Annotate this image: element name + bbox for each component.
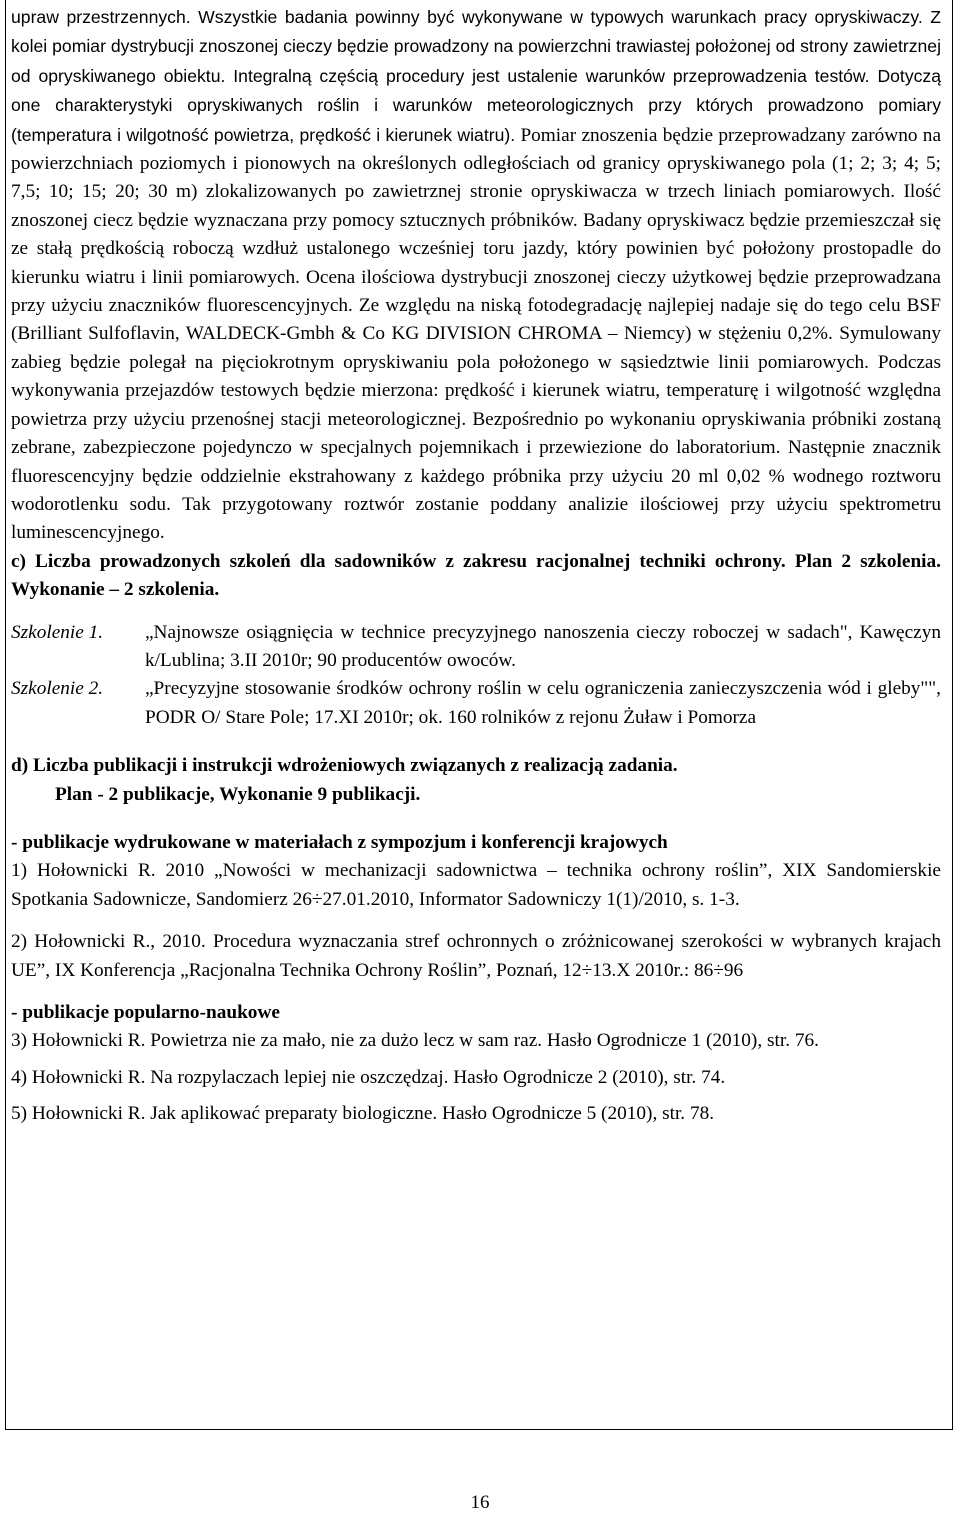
section-c-heading: c) Liczba prowadzonych szkoleń dla sadowników z zakresu racjonalnej techniki ochrony. Plan 2 szkolenia. Wykonanie – 2 szkolenia. xyxy=(11,550,941,601)
training-label: Szkolenie 2. xyxy=(11,678,104,700)
document-body xyxy=(11,3,941,1129)
section-d-heading: d) Liczba publikacji i instrukcji wdrożeniowych związanych z realizacją zadania. xyxy=(11,755,678,777)
training-item xyxy=(11,619,941,676)
training-text: „Najnowsze osiągnięcia w technice precyzyjnego nanoszenia cieczy roboczej w sadach", Kawęczyn k/Lublina; 3.II 2010r; 90 producentów owoców. xyxy=(145,621,941,671)
paragraph-sans-part: upraw przestrzennych. Wszystkie badania powinny być wykonywane w typowych warunkach pracy opryskiwaczy. Z kolei pomiar dystrybucji znoszonej cieczy będzie prowadzony na powierzchni trawiastej położonej od strony zawietrznej od opryskiwanego obiektu. Integralną częścią procedury jest ustalenie warunków przeprowadzenia testów. Dotyczą one charakterystyki opryskiwanych roślin i warunków meteorologicznych przy których prowadzono pomiary (temperatura i wilgotność powietrza, prędkość i kierunek wiatru). xyxy=(11,7,941,145)
publication-item: 1) Hołownicki R. 2010 „Nowości w mechanizacji sadownictwa – technika ochrony roślin”, XIX Sandomierskie Spotkania Sadownicze, Sandomierz 26÷27.01.2010, Informator Sadowniczy 1(1)/2010, s. 1-3. xyxy=(11,860,941,910)
publication-item: 5) Hołownicki R. Jak aplikować preparaty biologiczne. Hasło Ogrodnicze 5 (2010), str. 78. xyxy=(11,1103,715,1125)
training-text: „Precyzyjne stosowanie środków ochrony roślin w celu ograniczenia zanieczyszczenia wód i gleby"", PODR O/ Stare Pole; 17.XI 2010r; ok. 160 rolników z rejonu Żuław i Pomorza xyxy=(145,678,941,728)
page-number: 16 xyxy=(470,1492,490,1513)
body-paragraph xyxy=(11,3,941,548)
publication-item: 4) Hołownicki R. Na rozpylaczach lepiej nie oszczędzaj. Hasło Ogrodnicze 2 (2010), str. 74. xyxy=(11,1066,726,1088)
section-d-plan: Plan - 2 publikacje, Wykonanie 9 publikacji. xyxy=(55,783,421,805)
paragraph-serif-part: Pomiar znoszenia będzie przeprowadzany zarówno na powierzchniach poziomych i pionowych na określonych odległościach od granicy opryskiwanego pola (1; 2; 3; 4; 5; 7,5; 10; 15; 20; 30 m) zlokalizowanych po zawietrznej stronie opryskiwacza w trzech liniach pomiarowych. Ilość znoszonej ciecz będzie wyznaczana przy pomocy sztucznych próbników. Badany opryskiwacz będzie przemieszczał się ze stałą prędkością roboczą wzdłuż ustalonego wcześniej toru jazdy, który powinien być położony prostopadle do kierunku wiatru i linii pomiarowych. Ocena ilościowa dystrybucji znoszonej cieczy użytkowej będzie przeprowadzana przy użyciu znaczników fluorescencyjnych. Ze względu na niską fotodegradację najlepiej nadaje się do tego celu BSF (Brilliant Sulfoflavin, WALDECK-Gmbh & Co KG DIVISION CHROMA – Niemcy) w stężeniu 0,2%. Symulowany zabieg będzie polegał na pięciokrotnym opryskiwaniu pola położonego w sąsiedztwie linii pomiarowych. Podczas wykonywania przejazdów testowych będzie mierzona: prędkość i kierunek wiatru, temperaturę i wilgotność względna powietrza przy użyciu przenośnej stacji meteorologicznej. Bezpośrednio po wykonaniu opryskiwania próbniki zostaną zebrane, zabezpieczone pojedynczo w specjalnych pojemnikach i przewiezione do laboratorium. Następnie znacznik fluorescencyjny będzie oddzielnie ekstrahowany z każdego próbnika przy użyciu 20 ml 0,02 % wodnego roztworu wodorotlenku sodu. Tak przygotowany roztwór zostanie poddany analizie ilościowej przy użyciu spektrometru luminescencyjnego. xyxy=(11,124,942,544)
training-label: Szkolenie 1. xyxy=(11,621,104,643)
publication-item: 3) Hołownicki R. Powietrza nie za mało, nie za dużo lecz w sam raz. Hasło Ogrodnicze 1 (2010), str. 76. xyxy=(11,1030,819,1052)
publication-item: 2) Hołownicki R., 2010. Procedura wyznaczania stref ochronnych o zróżnicowanej szerokości w wybranych krajach UE”, IX Konferencja „Racjonalna Technika Ochrony Roślin”, Poznań, 12÷13.X 2010r.: 86÷96 xyxy=(11,931,941,981)
training-item xyxy=(11,675,941,732)
publications-group-heading: - publikacje wydrukowane w materiałach z sympozjum i konferencji krajowych xyxy=(11,831,668,853)
publications-group-heading: - publikacje popularno-naukowe xyxy=(11,1002,280,1023)
